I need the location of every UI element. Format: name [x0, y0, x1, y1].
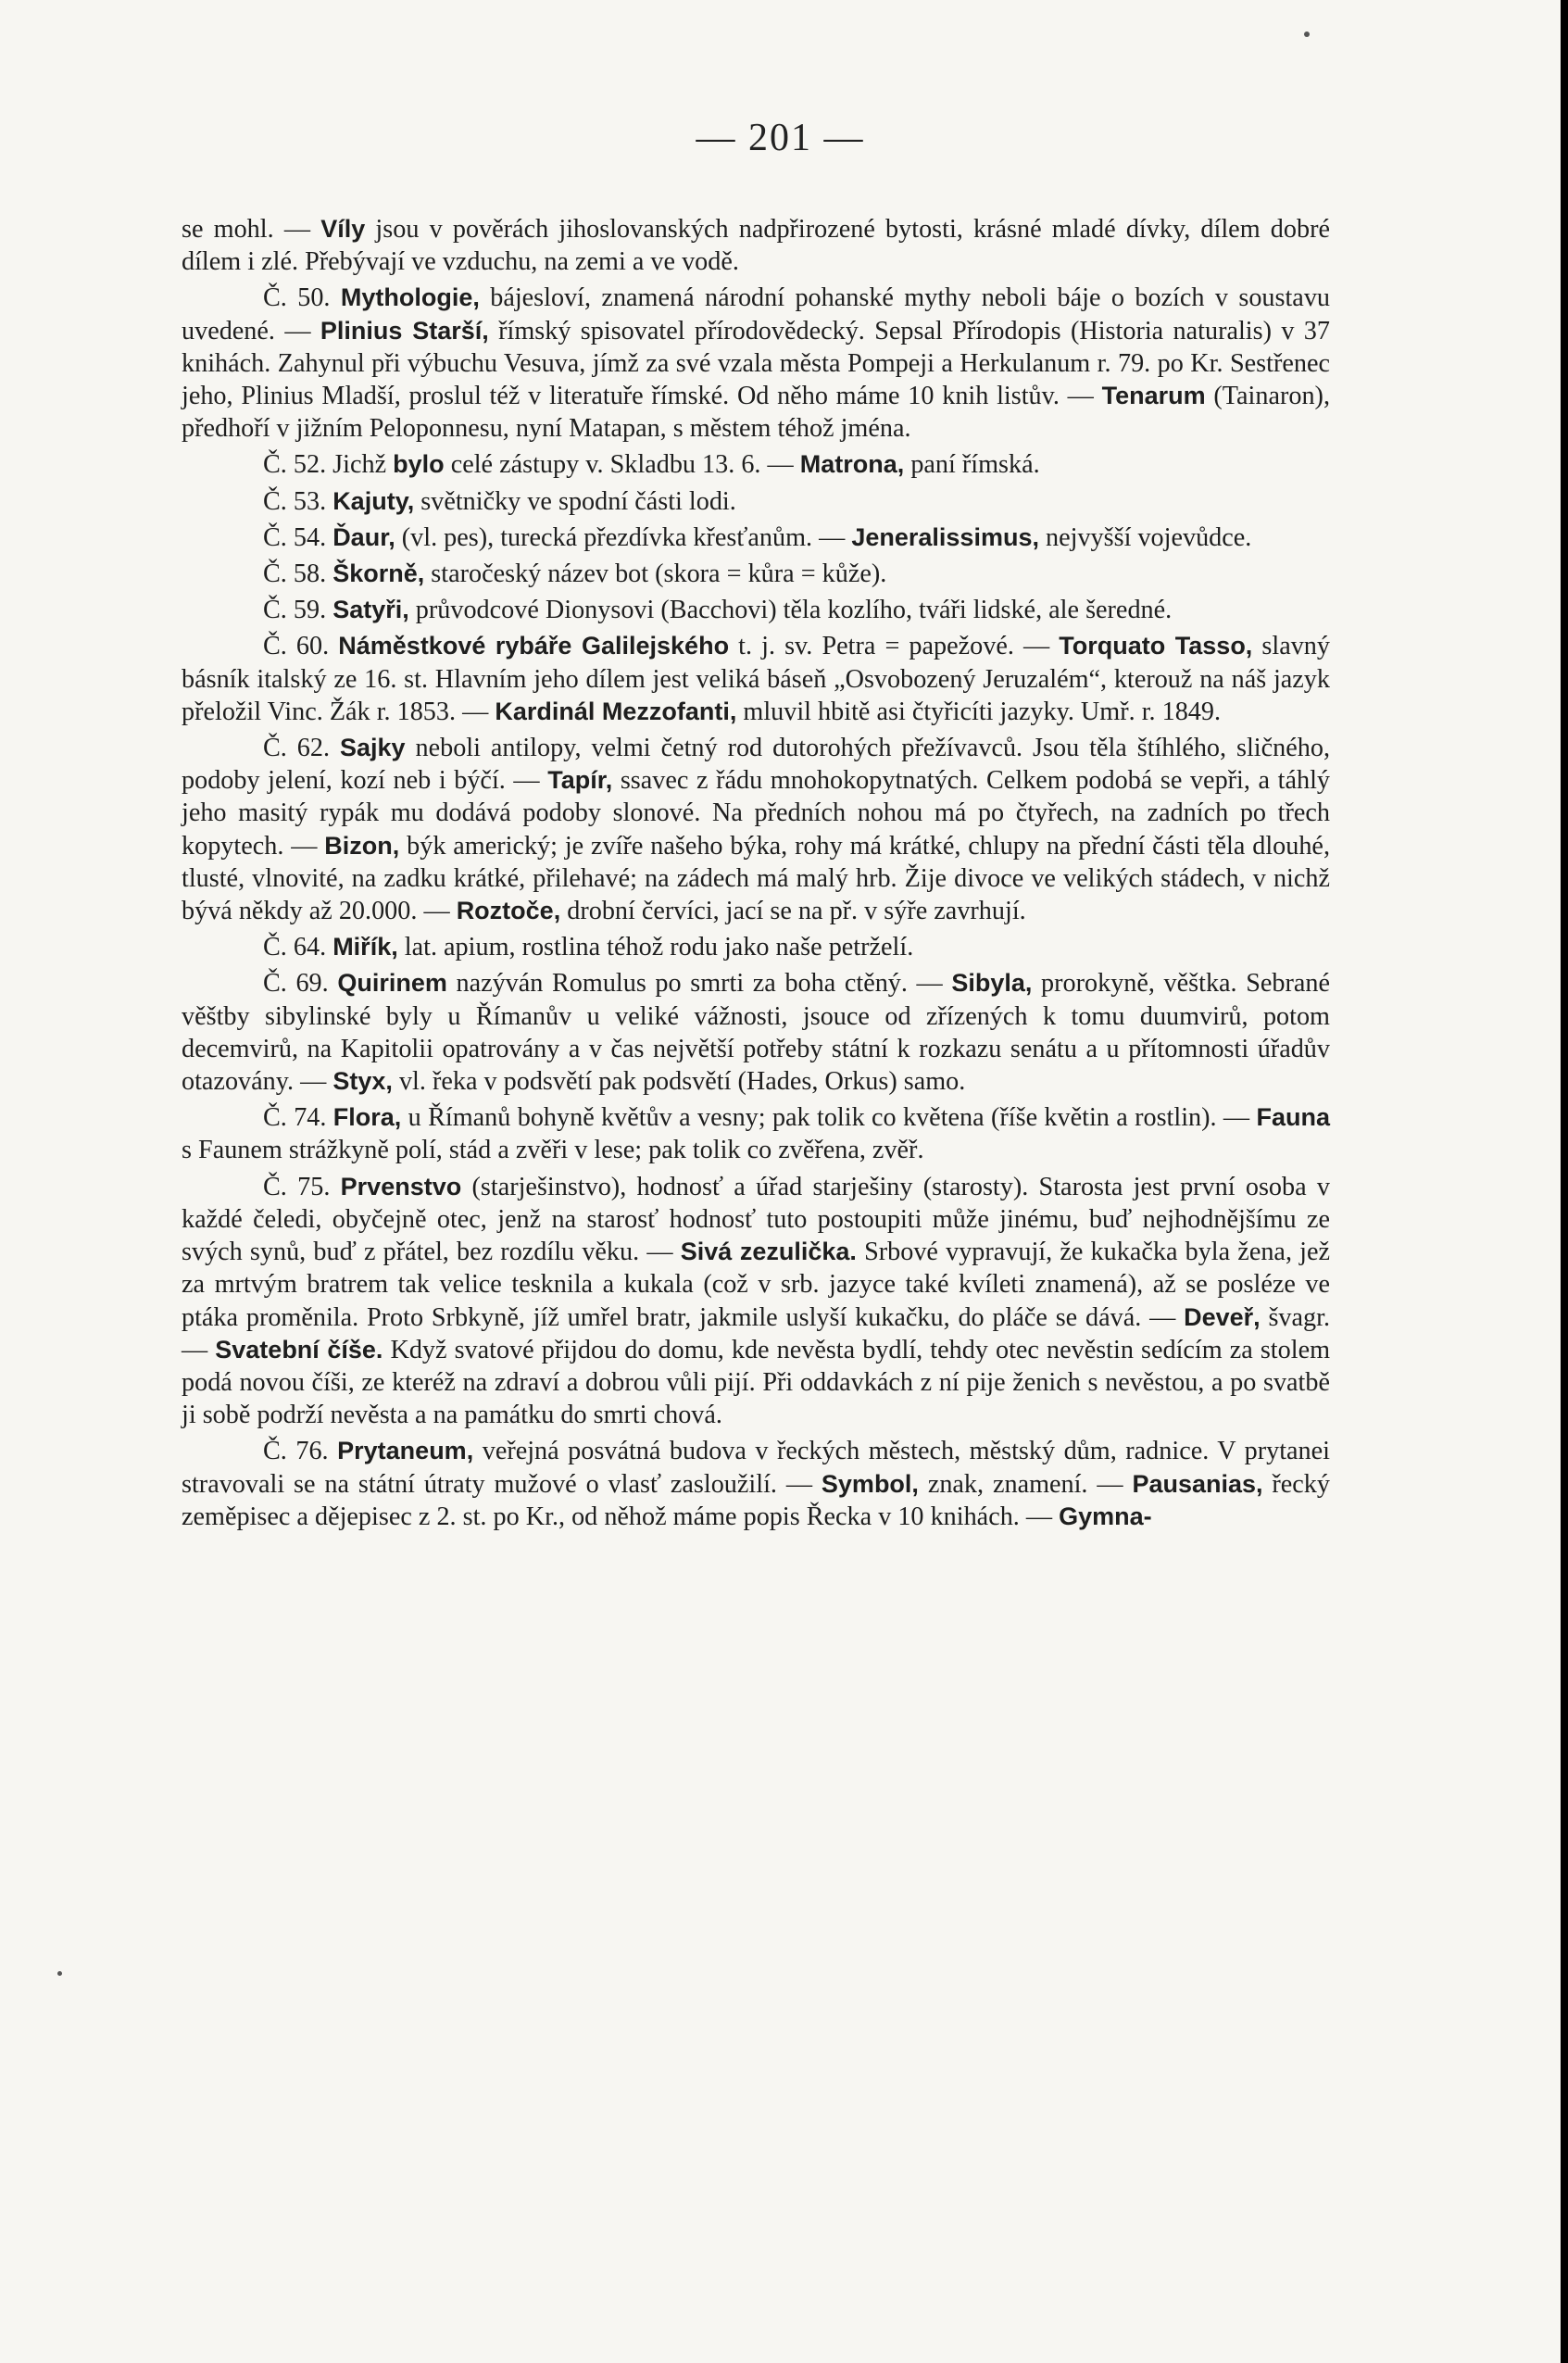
glossary-paragraph: [182, 282, 1330, 445]
text-run: Č. 53.: [263, 486, 333, 516]
glossary-term: Víly: [320, 215, 366, 243]
glossary-paragraph: [182, 448, 1330, 481]
text-run: Č. 59.: [263, 596, 333, 625]
text-run: mluvil hbitě asi čtyřicíti jazyky. Umř. r. 1849.: [736, 697, 1222, 726]
glossary-paragraph: [182, 558, 1330, 590]
text-run: lat. apium, rostlina téhož rodu jako naše petrželí.: [397, 933, 914, 962]
text-run: švagr. —: [182, 1302, 1330, 1364]
text-run: Č. 64.: [263, 933, 333, 962]
text-run: Č. 76.: [263, 1437, 338, 1466]
text-run: s Faunem strážkyně polí, stád a zvěři v lese; pak tolik co zvěřena, zvěř.: [182, 1136, 924, 1165]
glossary-term: Gymna-: [1059, 1502, 1152, 1530]
glossary-term: Sajky: [339, 734, 406, 762]
glossary-paragraph: [182, 967, 1330, 1098]
text-run: průvodcové Dionysovi (Bacchovi) těla kozlího, tváři lidské, ale šeredné.: [408, 596, 1173, 625]
text-run: Č. 60.: [263, 632, 339, 661]
glossary-term: Kardinál Mezzofanti,: [495, 697, 737, 725]
print-speck: [1304, 31, 1310, 37]
glossary-paragraph: [182, 1171, 1330, 1432]
text-run: paní římská.: [904, 450, 1040, 480]
text-run: Č. 62.: [263, 734, 340, 763]
glossary-term: bylo: [393, 450, 445, 479]
glossary-paragraph: [182, 1435, 1330, 1533]
glossary-paragraph: [182, 522, 1330, 554]
glossary-term: Torquato Tasso,: [1059, 632, 1253, 660]
text-run: celé zástupy v. Skladbu 13. 6. —: [444, 450, 800, 480]
text-run: vl. řeka v podsvětí pak podsvětí (Hades, Orkus) samo.: [392, 1067, 966, 1097]
text-run: (vl. pes), turecká přezdívka křesťanům. —: [395, 522, 852, 552]
text-run: nazýván Romulus po smrti za boha ctěný. —: [446, 969, 952, 999]
glossary-term: Symbol,: [821, 1469, 919, 1498]
glossary-term: Bizon,: [324, 831, 400, 860]
page-number: — 201 —: [696, 117, 865, 159]
text-run: se mohl. —: [182, 215, 321, 244]
glossary-term: Sivá zezulička.: [680, 1238, 857, 1266]
glossary-paragraph: [182, 630, 1330, 728]
text-run: znak, znamení. —: [918, 1469, 1133, 1499]
text-run: bájesloví, znamená národní pohanské mythy neboli báje o bozích v soustavu uvedené. —: [182, 283, 1331, 346]
text-run: Č. 52. Jichž: [263, 450, 394, 480]
glossary-term: Ďaur,: [332, 522, 395, 551]
text-run: Č. 74.: [263, 1103, 333, 1133]
glossary-term: Sibyla,: [951, 969, 1033, 998]
text-run: býk americký; je zvíře našeho býka, rohy má krátké, chlupy na přední části těla dlouhé, tlusté, vlnovité, na zadku krátké, přilehavé; na zádech má malý hrb. Žije divoce ve velikých stádech, v nichž bývá někdy až 20.000. —: [182, 831, 1330, 926]
text-run: prorokyně, věštka. Sebrané věštby sibylinské byly u Římanův u veliké vážnosti, jsouce od zřízených k tomu duumvirů, potom decemvirů, na Kapitolii opatrovány a v čas největší potřeby státní k rozkazu senátu a u přítomnosti úřadův otazovány. —: [182, 969, 1331, 1097]
text-run: Č. 69.: [263, 969, 338, 999]
glossary-term: Satyři,: [332, 596, 409, 624]
glossary-term: Náměstkové rybáře Galilejského: [338, 632, 730, 660]
text-run: (starješinstvo), hodnosť a úřad starješiny (starosty). Starosta jest první osoba v každé čeledi, obyčejně otec, jenž na starosť hodnosť tuto postoupiti může jinému, buď nejhodnějšímu ze svých synů, buď z přátel, bez rozdílu věku. —: [182, 1172, 1330, 1267]
glossary-term: Quirinem: [337, 969, 447, 998]
text-run: staročeský název bot (skora = kůra = kůže).: [424, 559, 887, 589]
text-run: u Římanů bohyně květův a vesny; pak tolik co květena (říše květin a rostlin). —: [401, 1103, 1257, 1133]
text-run: t. j. sv. Petra = papežové. —: [729, 632, 1060, 661]
glossary-term: Tapír,: [547, 766, 613, 795]
glossary-term: Prvenstvo: [340, 1172, 462, 1200]
glossary-paragraph: [182, 732, 1330, 927]
text-run: římský spisovatel přírodovědecký. Sepsal Přírodopis (Historia naturalis) v 37 knihách. Zahynul při výbuchu Vesuva, jímž za své vzala města Pompeji a Herkulanum r. 79. po Kr. Sestřenec jeho, Plinius Mladší, proslul též v literatuře římské. Od něho máme 10 knih listův. —: [182, 316, 1330, 411]
glossary-term: Mythologie,: [340, 283, 480, 312]
text-run: veřejná posvátná budova v řeckých městech, městský dům, radnice. V prytanei stravovali se na státní útraty mužové o vlasť zasloužilí. —: [182, 1437, 1330, 1499]
glossary-term: Svatební číše.: [215, 1335, 383, 1364]
glossary-term: Prytaneum,: [337, 1437, 474, 1465]
text-run: Č. 54.: [263, 522, 333, 552]
glossary-paragraph: [182, 485, 1330, 518]
glossary-paragraph: [182, 213, 1330, 278]
glossary-term: Fauna: [1256, 1103, 1330, 1132]
glossary-term: Tenarum: [1101, 382, 1206, 410]
text-run: neboli antilopy, velmi četný rod dutorohých přežívavců. Jsou těla štíhlého, sličného, podoby jelení, kozí neb i býčí. —: [182, 734, 1330, 796]
glossary-term: Škorně,: [332, 559, 425, 588]
glossary-paragraph: [182, 931, 1330, 963]
glossary-term: Roztoče,: [456, 897, 561, 925]
text-run: světničky ve spodní části lodi.: [414, 486, 736, 516]
glossary-term: Matrona,: [799, 450, 905, 479]
glossary-term: Deveř,: [1184, 1302, 1261, 1331]
glossary-term: Jeneralissimus,: [851, 522, 1039, 551]
glossary-term: Kajuty,: [332, 486, 415, 515]
text-run: Č. 50.: [263, 283, 341, 313]
text-run: jsou v pověrách jihoslovanských nadpřirozené bytosti, krásné mladé dívky, dílem dobré dílem i zlé. Přebývají ve vzduchu, na zemi a ve vodě.: [182, 215, 1330, 277]
text-run: nejvyšší vojevůdce.: [1038, 522, 1252, 552]
glossary-paragraph: [182, 594, 1330, 626]
print-speck: [57, 1971, 62, 1976]
glossary-paragraph: [182, 1101, 1330, 1166]
text-run: Když svatové přijdou do domu, kde nevěsta bydlí, tehdy otec nevěstin sedícím za stolem podá novou číši, ze kteréž na zdraví a dobrou vůli pijí. Při oddavkách z ní pije ženich s nevěstou, a po svatbě ji sobě podrží nevěsta a na památku do smrti chová.: [182, 1335, 1330, 1430]
text-run: Č. 58.: [263, 559, 333, 589]
glossary-term: Pausanias,: [1132, 1469, 1263, 1498]
glossary-text: [182, 213, 1330, 1537]
text-run: Č. 75.: [263, 1172, 341, 1201]
text-run: ssavec z řádu mnohokopytnatých. Celkem podobá se vepři, a táhlý jeho masitý rypák mu dodává podoby slonové. Na předních nohou má po čtyřech, na zadních po třech kopytech. —: [182, 766, 1330, 861]
text-run: (Tainaron), předhoří v jižním Peloponnesu, nyní Matapan, s městem téhož jména.: [182, 382, 1330, 444]
glossary-term: Styx,: [332, 1067, 393, 1096]
text-run: řecký zeměpisec a dějepisec z 2. st. po Kr., od něhož máme popis Řecka v 10 knihách. —: [182, 1469, 1330, 1531]
glossary-term: Plinius Starší,: [320, 316, 489, 345]
text-run: slavný básník italský ze 16. st. Hlavním jeho dílem jest veliká báseň „Osvobozený Jeruzalém“, kterouž na náš jazyk přeložil Vinc. Žák r. 1853. —: [182, 632, 1330, 726]
glossary-term: Miřík,: [332, 933, 398, 962]
text-run: drobní červíci, jací se na př. v sýře zavrhují.: [560, 897, 1026, 926]
text-run: Srbové vypravují, že kukačka byla žena, jež za mrtvým bratrem tak velice tesknila a kukala (což v srb. jazyce také kvíleti znamená), až se posléze ve ptáka proměnila. Proto Srbkyně, jíž umřel bratr, jakmile uslyší kukačku, do pláče se dává. —: [182, 1238, 1331, 1332]
glossary-term: Flora,: [332, 1103, 402, 1132]
